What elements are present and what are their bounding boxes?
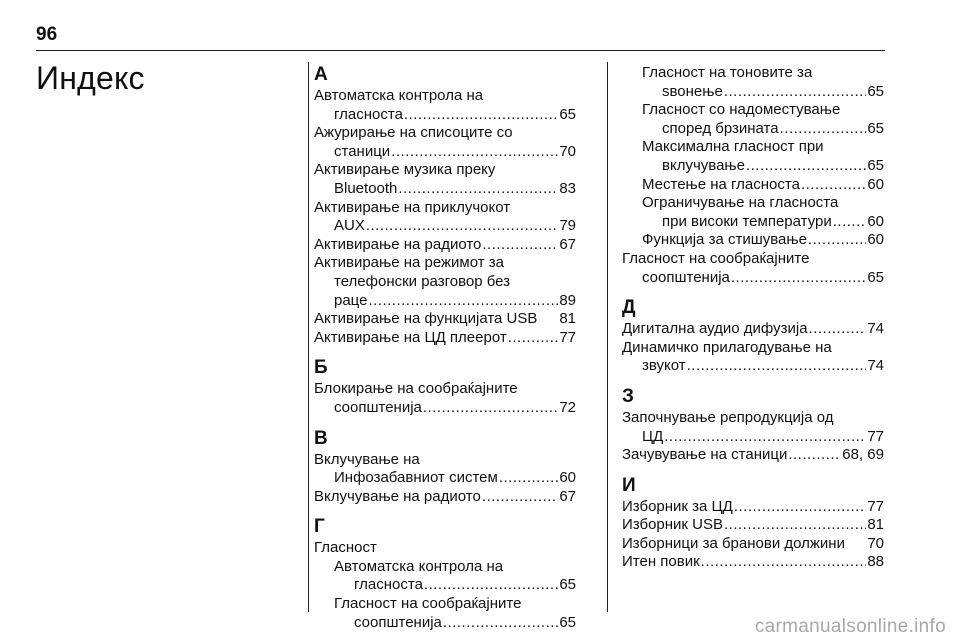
index-entry (314, 87, 576, 124)
index-letter-heading: Д (622, 297, 636, 319)
index-entry-text: Активирање музика преку (314, 161, 496, 179)
dot-leader (801, 176, 866, 195)
index-page-ref: 77 (867, 497, 884, 515)
index-entry-text: Вклучување на радиото (314, 487, 481, 505)
dot-leader (808, 231, 866, 250)
index-page-ref: 65 (867, 119, 884, 137)
index-subentry (622, 64, 884, 101)
index-subentry (622, 101, 884, 138)
index-entry-text: Започнување репродукција од (622, 408, 834, 426)
index-entry-text: Ажурирање на списоците со (314, 124, 513, 142)
index-entry-text: Инфозабавниот систем (334, 469, 498, 487)
index-entry (314, 488, 576, 507)
index-page-ref: 60 (867, 231, 884, 249)
index-page-ref: 72 (559, 398, 576, 416)
index-page-ref: 60 (559, 469, 576, 487)
index-column-right (622, 64, 884, 572)
index-entry-text: Активирање на функцијата USB (314, 310, 538, 328)
index-entry (622, 320, 884, 339)
dot-leader (731, 269, 866, 288)
index-entry (314, 254, 576, 310)
index-entry (622, 498, 884, 517)
index-entry-text: Максимална гласност при (642, 138, 824, 156)
dot-leader (398, 180, 558, 199)
dot-leader (424, 576, 558, 595)
index-page-ref: 65 (559, 105, 576, 123)
index-entry-text: соопштенија (642, 268, 730, 286)
index-entry (622, 446, 884, 465)
index-page-ref: 77 (867, 427, 884, 445)
index-page-ref: 89 (559, 291, 576, 309)
index-entry-text: при високи температури (662, 212, 832, 230)
index-entry-text: ѕвонење (662, 82, 723, 100)
index-entry (314, 124, 576, 161)
dot-leader (482, 488, 559, 507)
index-entry-text: Автоматска контрола на (334, 557, 504, 575)
index-page-ref: 70 (559, 142, 576, 160)
index-entry-text: Блокирање на сообраќајните (314, 380, 518, 398)
dot-leader (368, 292, 558, 311)
index-page-ref: 60 (867, 212, 884, 230)
index-entry-text: Активирање на приклучокот (314, 198, 511, 216)
index-entry-text: Активирање на режимот за (314, 254, 505, 272)
index-entry (314, 451, 576, 488)
index-entry-text: Дигитална аудио дифузија (622, 320, 808, 338)
index-letter-heading: И (622, 474, 636, 496)
index-entry-text: Активирање на радиото (314, 235, 482, 253)
index-entry-text: Изборник за ЦД (622, 497, 733, 515)
index-entry-text: звукот (642, 357, 686, 375)
index-entry-text: гласноста (334, 105, 403, 123)
index-entry-text: Вклучување на (314, 450, 420, 468)
dot-leader (443, 614, 558, 633)
index-entry-text: Местење на гласноста (642, 175, 800, 193)
index-page-ref: 67 (559, 487, 576, 505)
dot-leader (423, 399, 558, 418)
index-entry-text: Итен повик (622, 553, 700, 571)
index-entry (314, 236, 576, 255)
index-subentry (314, 595, 576, 632)
index-page-ref: 67 (559, 235, 576, 253)
index-entry-text: Гласност на тоновите за (642, 64, 813, 81)
index-entry (314, 380, 576, 417)
dot-leader (788, 446, 841, 465)
index-entry-text: според брзината (662, 119, 779, 137)
index-entry (314, 161, 576, 198)
index-entry-text: Гласност (314, 539, 377, 557)
index-page-ref: 74 (867, 357, 884, 375)
index-page-ref: 65 (559, 613, 576, 631)
index-subentry (622, 176, 884, 195)
dot-leader (404, 106, 558, 125)
dot-leader (391, 143, 558, 162)
dot-leader (724, 516, 866, 535)
index-page-ref: 70 (867, 534, 884, 552)
dot-leader (508, 329, 559, 348)
dot-leader (833, 213, 867, 232)
index-entry-text: Активирање на ЦД плеерот (314, 328, 507, 346)
index-entry-text: Изборници за бранови должини (622, 534, 845, 552)
index-page-ref: 74 (867, 320, 884, 338)
index-letter-heading: А (314, 64, 328, 85)
index-entry-text: гласноста (354, 576, 423, 594)
page-number: 96 (36, 24, 58, 45)
dot-leader (482, 236, 558, 255)
index-page-ref: 68, 69 (842, 446, 884, 464)
index-entry-text: вклучување (662, 156, 745, 174)
index-entry-text: соопштенија (354, 613, 442, 631)
index-entry (622, 535, 884, 554)
index-entry (622, 553, 884, 572)
column-divider-left (308, 62, 309, 612)
index-page-ref: 65 (867, 268, 884, 286)
index-entry-text: Гласност со надоместување (642, 101, 841, 119)
index-entry (314, 199, 576, 236)
dot-leader (780, 120, 867, 139)
dot-leader (724, 83, 867, 102)
index-page-ref: 65 (559, 576, 576, 594)
index-title: Индекс (36, 60, 145, 96)
index-entry-text: ЦД (642, 427, 664, 445)
index-subentry (314, 558, 576, 595)
dot-leader (701, 553, 867, 572)
index-page-ref: 60 (867, 175, 884, 193)
dot-leader (734, 498, 867, 517)
index-entry (314, 329, 576, 348)
index-entry-text: Bluetooth (334, 179, 398, 197)
index-entry-text: Автоматска контрола на (314, 87, 484, 104)
index-column-left (314, 64, 576, 632)
index-entry (622, 516, 884, 535)
dot-leader (366, 217, 558, 236)
index-entry-text: Изборник USB (622, 516, 724, 534)
header-rule (36, 50, 885, 51)
index-entry (622, 339, 884, 376)
index-entry-text: телефонски разговор без (334, 272, 511, 290)
index-entry (314, 539, 576, 558)
index-page-ref: 65 (867, 82, 884, 100)
index-subentry (622, 194, 884, 231)
dot-leader (746, 157, 866, 176)
index-subentry (622, 138, 884, 175)
index-entry-text: Гласност на сообраќајните (622, 249, 810, 267)
index-entry-text: Зачувување на станици (622, 446, 788, 464)
index-entry-text: Гласност на сообраќајните (334, 595, 522, 613)
index-entry-text: Ограничување на гласноста (642, 194, 839, 212)
index-letter-heading: З (622, 385, 634, 407)
index-letter-heading: Б (314, 357, 328, 379)
column-divider-right (607, 62, 608, 612)
index-letter-heading: В (314, 427, 328, 449)
index-page-ref: 81 (559, 310, 576, 328)
index-subentry (622, 231, 884, 250)
index-page-ref: 88 (867, 553, 884, 571)
dot-leader (809, 320, 867, 339)
index-page-ref: 81 (867, 516, 884, 534)
index-page-ref: 65 (867, 156, 884, 174)
index-entry (622, 409, 884, 446)
dot-leader (499, 469, 559, 488)
index-page-ref: 79 (559, 217, 576, 235)
watermark-footer: carmanualsonline.info (754, 616, 946, 637)
dot-leader (687, 357, 867, 376)
index-entry-text: соопштенија (334, 398, 422, 416)
index-letter-heading: Г (314, 516, 325, 538)
index-entry-text: Функција за стишување (642, 231, 807, 249)
index-page-ref: 77 (559, 328, 576, 346)
index-entry-text: Динамичко прилагодување на (622, 338, 832, 356)
index-entry (622, 250, 884, 287)
index-entry (314, 310, 576, 329)
dot-leader (664, 428, 866, 447)
index-entry-text: раце (334, 291, 368, 309)
index-entry-text: AUX (334, 217, 365, 235)
index-page-ref: 83 (559, 179, 576, 197)
index-entry-text: станици (334, 142, 391, 160)
